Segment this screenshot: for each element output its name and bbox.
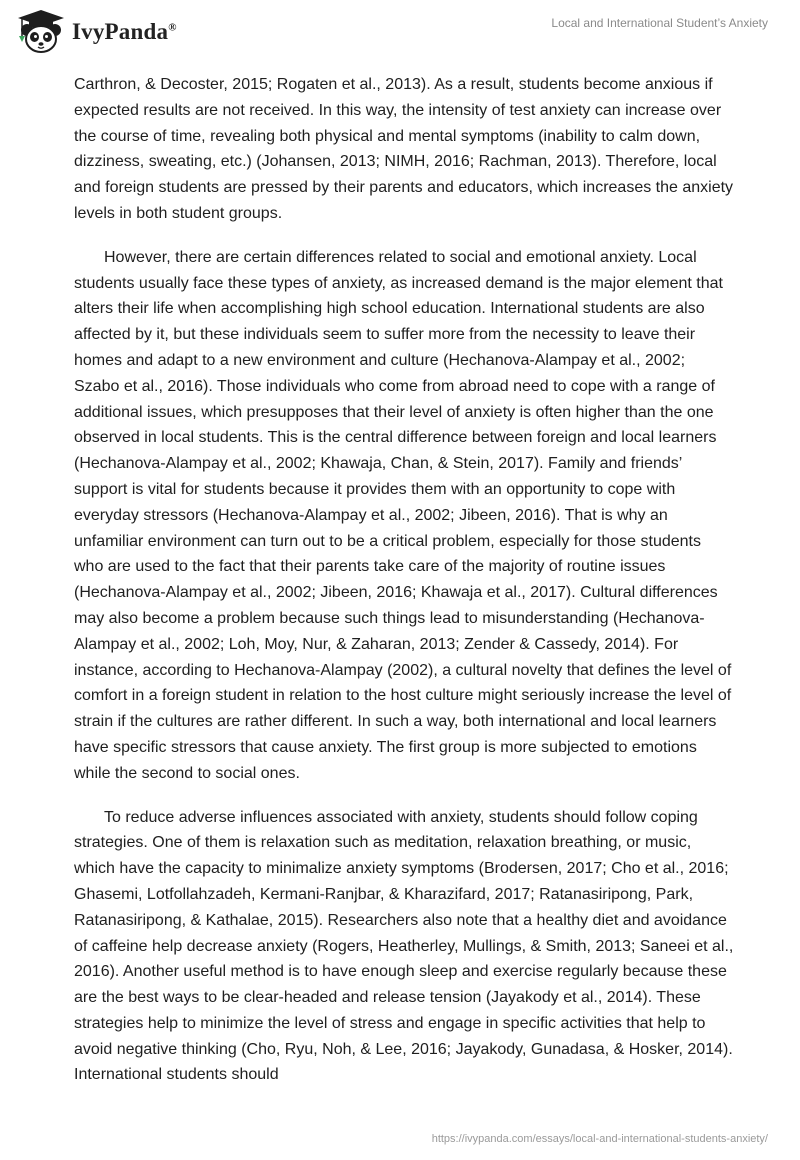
- page-header: [0, 0, 800, 64]
- paragraph: To reduce adverse influences associated with anxiety, students should follow coping strategies. One of them is relaxation such as meditation, relaxation breathing, or music, which have the capacity to minimalize anxiety symptoms (Brodersen, 2017; Cho et al., 2016; Ghasemi, Lotfollahzadeh, Kermani-Ranjbar, & Kharazifard, 2017; Ratanasiripong, Park, Ratanasiripong, & Kathalae, 2015). Researchers also note that a healthy diet and avoidance of caffeine help decrease anxiety (Rogers, Heatherley, Mullings, & Smith, 2013; Saneei et al., 2016). Another useful method is to have enough sleep and exercise regularly because these are the best ways to be clear-headed and release tension (Jayakody et al., 2014). These strategies help to minimize the level of stress and engage in specific activities that help to avoid negative thinking (Cho, Ryu, Noh, & Lee, 2016; Jayakody, Gunadasa, & Hosker, 2014). International students should: [74, 808, 734, 1084]
- paragraph: However, there are certain differences related to social and emotional anxiety. Local students usually face these types of anxiety, as increased demand is the major element that alters their life when accomplishing high school education. International students are also affected by it, but these individuals seem to suffer more from the necessity to leave their homes and adapt to a new environment and culture (Hechanova-Alampay et al., 2002; Szabo et al., 2016). Those individuals who come from abroad need to cope with a range of additional issues, which presupposes that their level of anxiety is often higher than the one observed in local students. This is the central difference between foreign and local learners (Hechanova-Alampay et al., 2002; Khawaja, Chan, & Stein, 2017). Family and friends’ support is vital for students because it provides them with an opportunity to cope with everyday stressors (Hechanova-Alampay et al., 2002; Jibeen, 2016). That is why an unfamiliar environment can turn out to be a critical problem, especially for those students who are used to the fact that their parents take care of the majority of routine issues (Hechanova-Alampay et al., 2002; Jibeen, 2016; Khawaja et al., 2017). Cultural differences may also become a problem because such things lead to misunderstanding (Hechanova-Alampay et al., 2002; Loh, Moy, Nur, & Zaharan, 2013; Zender & Cassedy, 2014). For instance, according to Hechanova-Alampay (2002), a cultural novelty that defines the level of comfort in a foreign student in relation to the host culture might seriously increase the level of strain if the cultures are rather different. In such a way, both international and local learners have specific stressors that cause anxiety. The first group is more subjected to emotions while the second to social ones.: [74, 248, 732, 782]
- logo-wordmark: IvyPanda®: [72, 19, 177, 44]
- document-title: Local and International Student’s Anxiety: [551, 16, 768, 30]
- registered-mark: ®: [168, 21, 177, 34]
- paragraph: Carthron, & Decoster, 2015; Rogaten et al., 2013). As a result, students become anxious if expected results are not received. In this way, the intensity of test anxiety can increase over the course of time, revealing both physical and mental symptoms (inability to calm down, dizziness, sweating, etc.) (Johansen, 2013; NIMH, 2016; Rachman, 2013). Therefore, local and foreign students are pressed by their parents and educators, which increases the anxiety levels in both student groups.: [74, 76, 734, 222]
- panda-graduate-icon: [14, 8, 68, 56]
- essay-body: [74, 72, 734, 1106]
- source-url[interactable]: https://ivypanda.com/essays/local-and-international-students-anxiety/: [431, 1133, 768, 1145]
- ivypanda-logo[interactable]: [14, 8, 177, 56]
